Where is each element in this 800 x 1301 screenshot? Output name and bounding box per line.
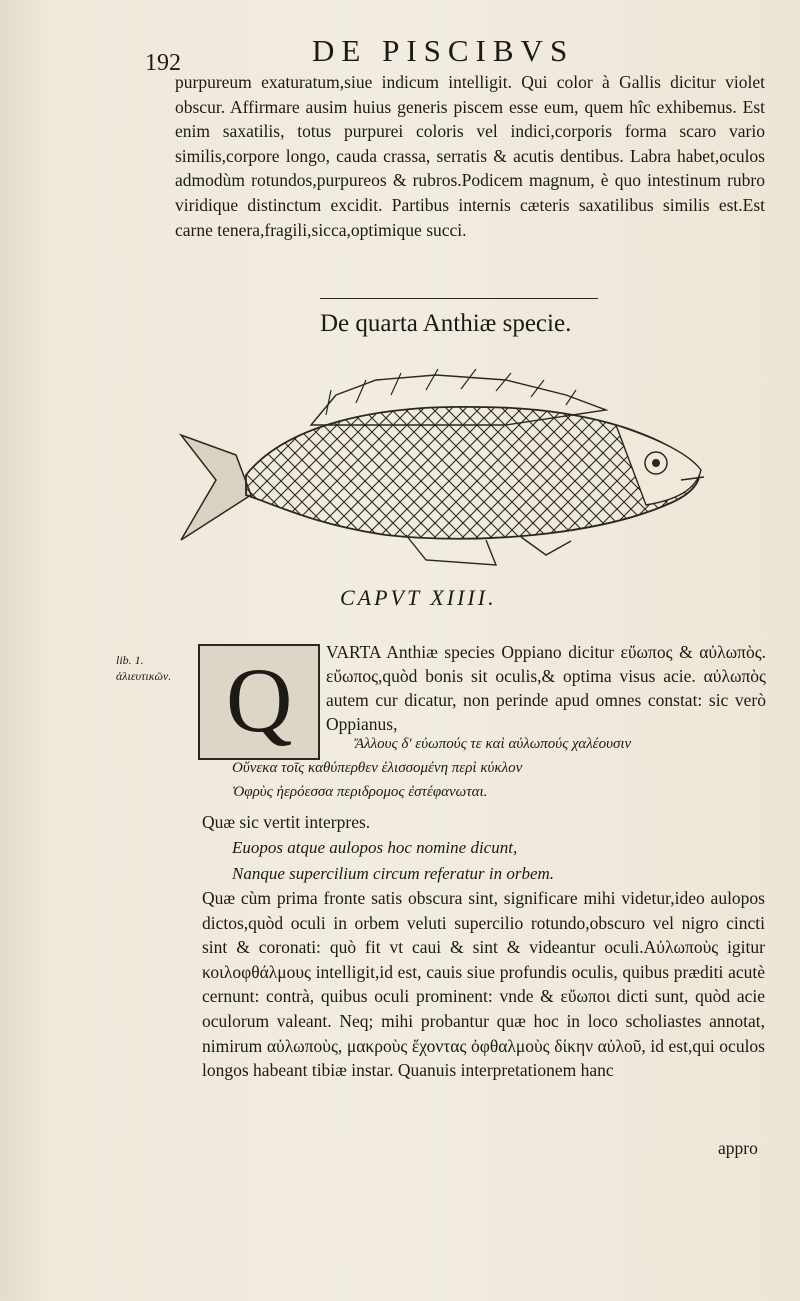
margin-note: lib. 1. ἁλιευτικῶν.	[116, 653, 172, 683]
paragraph-1: purpureum exaturatum,siue indicum intelligit. Qui color à Gallis dicitur violet obscur. Affirmare ausim huius generis piscem esse eum, quem hîc exhibemus. Est enim saxatilis, totus purpurei coloris vel indici,corporis forma scaro vario similis,corpore longo, cauda crassa, serratis & acutis dentibus. Labra habet,oculos admodùm rotundos,purpureos & rubros.Podicem magnum, è quo intestinum rubro viridique distinctum excidit. Partibus internis cæteris saxatilibus similis est.Est carne tenera,fragili,sicca,optimique succi.	[175, 72, 765, 240]
running-title: DE PISCIBVS	[312, 33, 575, 68]
paragraph-3: Quæ cùm prima fronte satis obscura sint, significare mihi videtur,ideo aulopos dictos,quòd oculi in orbem veluti supercilio rotundo,obscuro vel nigro cincti sint & coronati: quò fit vt caui & sint & videantur oculi.Αὐλωποὺς igitur κοιλοφθάλμους intelligit,id est, cauis siue profundis oculis, quibus præditi acutè cernunt: contrà, quibus oculi prominent: vnde & εὔωποι dicti sunt, quòd acie oculorum valeant. Neq; mihi probantur quæ hoc in loco scholiastes annotat, nimirum αὐλωποὺς, μακροὺς ἔχοντας ὀφθαλμοὺς δίκην αὐλοῦ, id est,qui oculos longos habeant tibiæ instar. Quanuis interpretationem hanc	[202, 888, 765, 1081]
decorated-initial	[198, 644, 320, 760]
initial-letter: Q	[226, 649, 293, 751]
greek-verse-line: Ἄλλους δ' εὐωπούς τε καὶ αὐλωπούς χαλέουσιν	[355, 736, 632, 752]
latin-verse-line: Nanque supercilium circum referatur in orbem.	[232, 864, 555, 883]
greek-verse-line: Ὀφρὺς ἠερόεσσα περιδρομος ἐστέφανωται.	[232, 784, 488, 800]
catchword: appro	[718, 1138, 758, 1158]
greek-verse-line: Οὕνεκα τοῖς καθύπερθεν ἑλισσομένη περὶ κύκλον	[232, 760, 523, 776]
chapter-heading: CAPVT XIIII.	[340, 585, 497, 610]
page-number: 192	[145, 50, 181, 76]
fish-woodcut-icon	[176, 355, 731, 580]
divider-rule	[320, 298, 598, 299]
translation-intro: Quæ sic vertit interpres.	[202, 812, 371, 832]
section-heading: De quarta Anthiæ specie.	[320, 310, 572, 337]
paragraph-2: VARTA Anthiæ species Oppiano dicitur εὔωπος & αὐλωπὸς. εὔωπος,quòd bonis sit oculis,& optima visus acie. αὐλωπὸς autem cur dicatur, non perinde apud omnes constat: sic verò Oppianus,	[326, 642, 766, 734]
latin-verse-line: Euopos atque aulopos hoc nomine dicunt,	[232, 838, 518, 857]
